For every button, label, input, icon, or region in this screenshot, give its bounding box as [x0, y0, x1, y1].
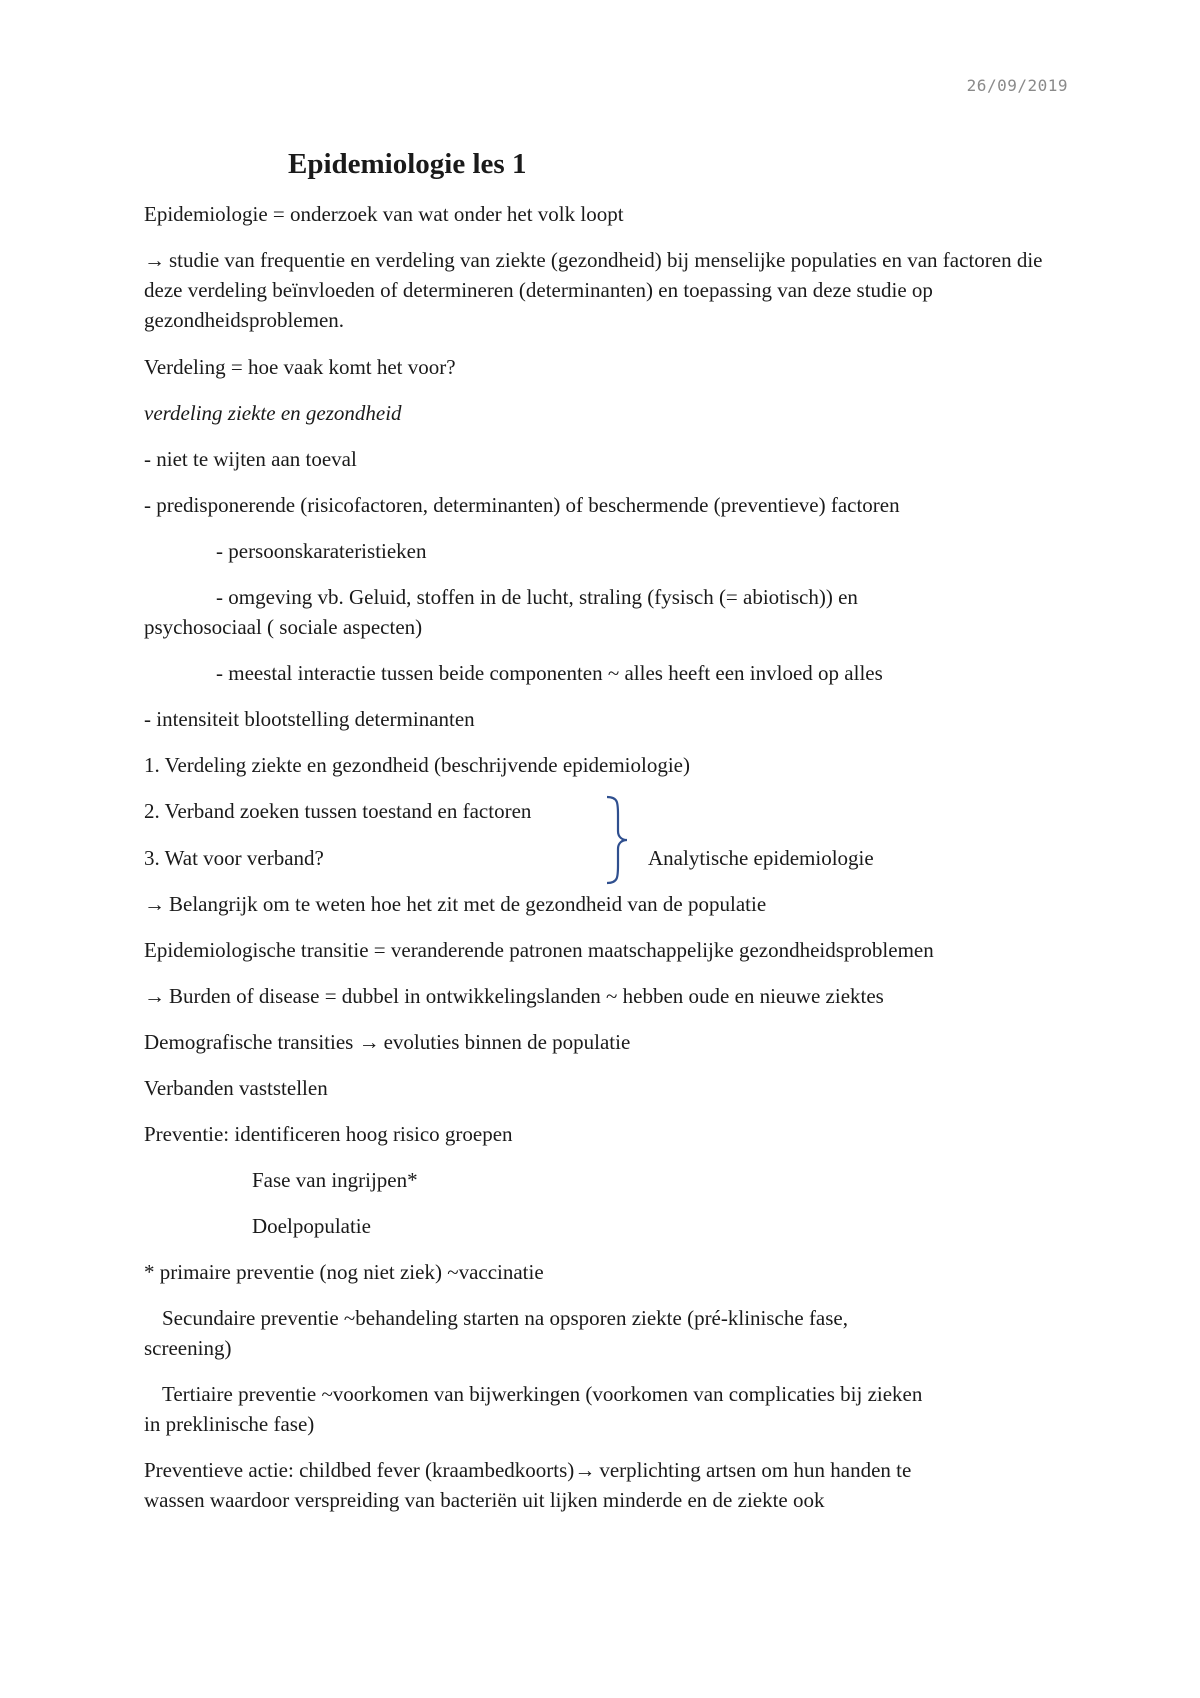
sub-list-item-continued: psychosociaal ( sociale aspecten): [144, 615, 423, 639]
arrow-line-text: Burden of disease = dubbel in ontwikkelingslanden ~ hebben oude en nieuwe ziektes: [169, 984, 884, 1008]
text-line: [144, 1455, 1070, 1485]
footnote-item: * primaire preventie (nog niet ziek) ~vaccinatie: [144, 1260, 544, 1284]
curly-brace-icon: [604, 795, 630, 885]
arrow-icon: →: [144, 892, 165, 916]
text-line-part: Demografische transities: [144, 1030, 354, 1054]
text-line-continued: wassen waardoor verspreiding van bacteriën uit lijken minderde en de ziekte ook: [144, 1488, 825, 1512]
page-title: Epidemiologie les 1: [288, 148, 527, 180]
arrow-icon: →: [144, 248, 165, 272]
arrow-icon: →: [144, 984, 165, 1008]
text-line-part: Preventieve actie: childbed fever (kraambedkoorts): [144, 1458, 575, 1482]
text-line: Epidemiologische transitie = veranderende patronen maatschappelijke gezondheidsproblemen: [144, 938, 934, 962]
footnote-item: Tertiaire preventie ~voorkomen van bijwerkingen (voorkomen van complicaties bij zieken: [162, 1382, 923, 1406]
numbered-item: 1. Verdeling ziekte en gezondheid (beschrijvende epidemiologie): [144, 753, 690, 777]
indented-item: Fase van ingrijpen*: [252, 1168, 418, 1192]
text-line: Preventie: identificeren hoog risico groepen: [144, 1122, 513, 1146]
list-item: - niet te wijten aan toeval: [144, 447, 357, 471]
definition-detail: [144, 245, 1070, 335]
sub-list-item: - persoonskarateristieken: [216, 539, 427, 563]
numbered-item: 3. Wat voor verband?: [144, 846, 324, 870]
definition-line: Epidemiologie = onderzoek van wat onder het volk loopt: [144, 202, 624, 226]
brace-label: Analytische epidemiologie: [648, 846, 874, 870]
definition-detail-text: studie van frequentie en verdeling van ziekte (gezondheid) bij menselijke populaties en van factoren die deze verdeling beïnvloeden of determineren (determinanten) en toepassing van deze studie op gezondheidsproblemen.: [144, 248, 1043, 332]
list-item: - predisponerende (risicofactoren, determinanten) of beschermende (preventieve) factoren: [144, 493, 900, 517]
numbered-item: 2. Verband zoeken tussen toestand en factoren: [144, 799, 532, 823]
arrow-line: [144, 981, 1070, 1011]
arrow-line: [144, 889, 1070, 919]
footnote-item-continued: in preklinische fase): [144, 1412, 315, 1436]
indented-item: Doelpopulatie: [252, 1214, 371, 1238]
arrow-icon: →: [574, 1458, 596, 1482]
text-line: Verbanden vaststellen: [144, 1076, 328, 1100]
text-line-part: evoluties binnen de populatie: [383, 1030, 631, 1054]
sub-list-item: - meestal interactie tussen beide componenten ~ alles heeft een invloed op alles: [216, 661, 883, 685]
footnote-item: Secundaire preventie ~behandeling starten na opsporen ziekte (pré-klinische fase,: [162, 1306, 848, 1330]
text-line: [144, 1027, 1070, 1057]
date-header: 26/09/2019: [966, 76, 1068, 95]
text-line-part: verplichting artsen om hun handen te: [599, 1458, 912, 1482]
sub-list-item: - omgeving vb. Geluid, stoffen in de lucht, straling (fysisch (= abiotisch)) en: [216, 585, 858, 609]
text-line: Verdeling = hoe vaak komt het voor?: [144, 355, 456, 379]
subheading: verdeling ziekte en gezondheid: [144, 401, 402, 425]
list-item: - intensiteit blootstelling determinanten: [144, 707, 475, 731]
arrow-line-text: Belangrijk om te weten hoe het zit met de gezondheid van de populatie: [169, 892, 767, 916]
footnote-item-continued: screening): [144, 1336, 232, 1360]
arrow-icon: →: [358, 1030, 380, 1054]
